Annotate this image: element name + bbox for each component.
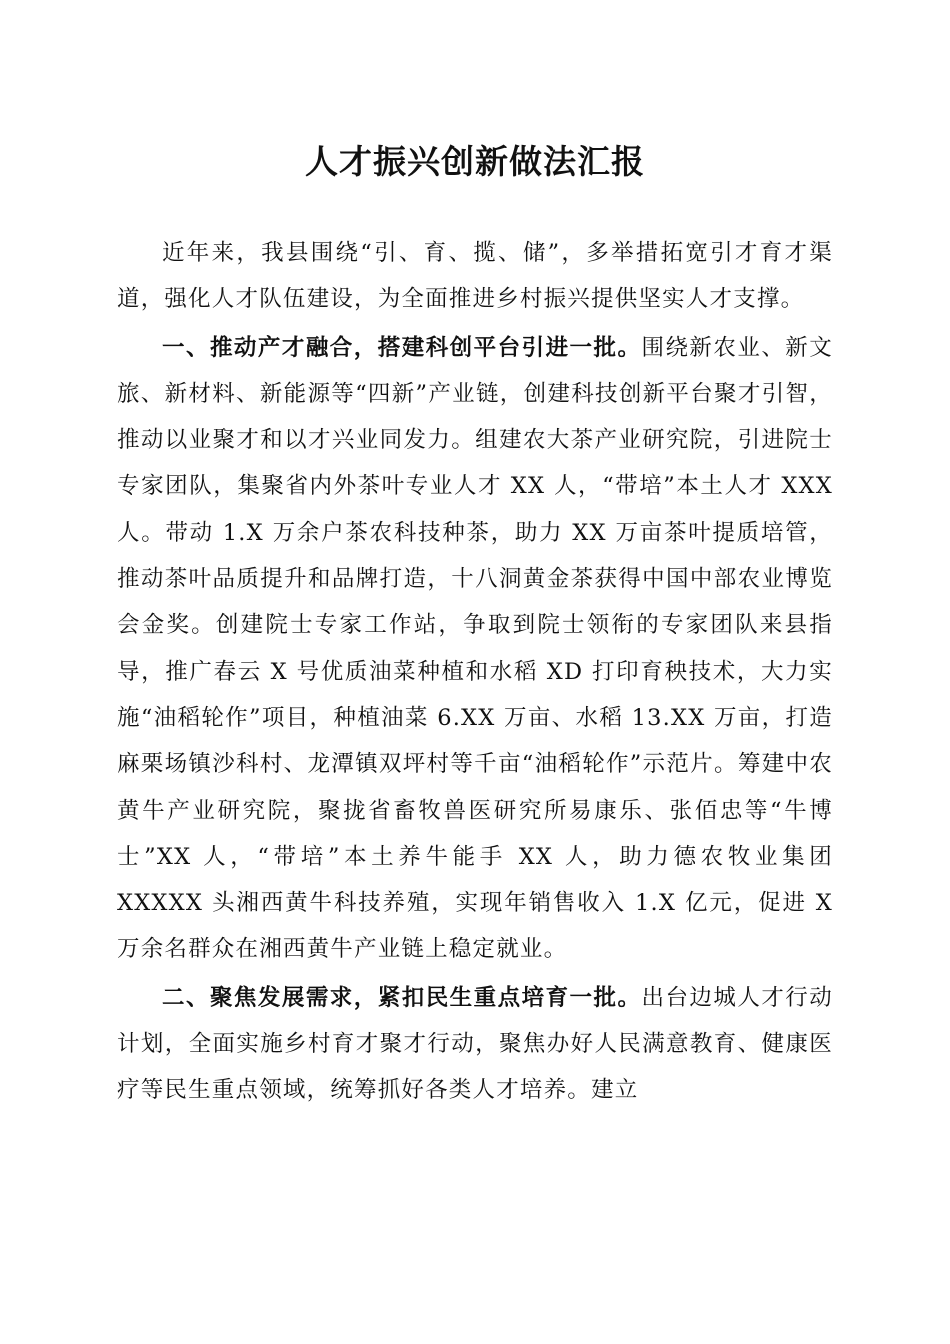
section-1-body: 围绕新农业、新文旅、新材料、新能源等“四新”产业链，创建科技创新平台聚才引智，推动以业聚才和以才兴业同发力。组建农大茶产业研究院，引进院士专家团队，集聚省内外茶叶专业人才 XX 人，“带培”本土人才 XXX 人。带动 1.X 万余户茶农科技种茶，助力 XX 万亩茶叶提质培管，推动茶叶品质提升和品牌打造，十八洞黄金茶获得中国中部农业博览会金奖。创建院士专家工作站，争取到院士领衔的专家团队来县指导，推广春云 X 号优质油菜种植和水稻 XD 打印育秧技术，大力实施“油稻轮作”项目，种植油菜 6.XX 万亩、水稻 13.XX 万亩，打造麻栗场镇沙科村、龙潭镇双坪村等千亩“油稻轮作”示范片。筹建中农黄牛产业研究院，聚拢省畜牧兽医研究所易康乐、张佰忠等“牛博士”XX 人，“带培”本土养牛能手 XX 人，助力德农牧业集团 XXXXX 头湘西黄牛科技养殖，实现年销售收入 1.X 亿元，促进 X 万余名群众在湘西黄牛产业链上稳定就业。 (117, 334, 833, 963)
section-2-heading: 二、聚焦发展需求，紧扣民生重点培育一批。 (162, 984, 642, 1011)
section-1-paragraph (117, 325, 833, 973)
section-2-paragraph (117, 975, 833, 1114)
section-2-body: 出台边城人才行动计划，全面实施乡村育才聚才行动，聚焦办好人民满意教育、健康医疗等民生重点领域，统筹抓好各类人才培养。建立 (117, 984, 833, 1104)
intro-paragraph: 近年来，我县围绕“引、育、揽、储”，多举措拓宽引才育才渠道，强化人才队伍建设，为全面推进乡村振兴提供坚实人才支撑。 (117, 240, 833, 313)
section-1-heading: 一、推动产才融合，搭建科创平台引进一批。 (162, 334, 642, 361)
document-title: 人才振兴创新做法汇报 (305, 142, 645, 181)
document-body (117, 230, 833, 1116)
